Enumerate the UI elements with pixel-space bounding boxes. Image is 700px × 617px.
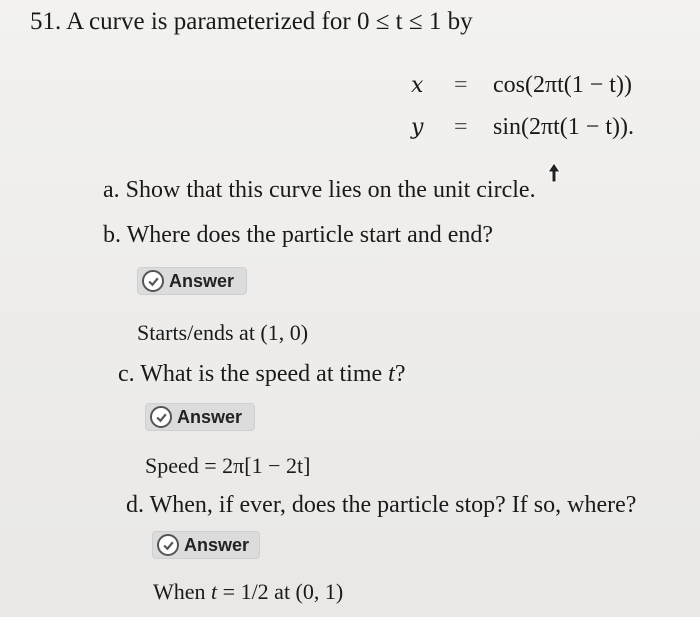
- answer-button-b[interactable]: [137, 267, 247, 295]
- check-circle-icon: [157, 534, 179, 556]
- equation-x: [411, 72, 423, 99]
- equation-y-variable: y: [411, 115, 424, 140]
- check-circle-icon: [150, 406, 172, 428]
- question-a: a. Show that this curve lies on the unit circle.: [103, 177, 536, 203]
- equation-x-rhs: cos(2πt(1 − t)): [493, 72, 632, 98]
- equation-x-expression: [493, 72, 632, 99]
- question-b: b. Where does the particle start and end?: [103, 222, 494, 248]
- answer-button-d-label: Answer: [184, 534, 250, 555]
- answer-d: [153, 579, 343, 605]
- answer-b: Starts/ends at (1, 0): [137, 320, 309, 345]
- question-d: d. When, if ever, does the particle stop? If so, where?: [126, 492, 637, 518]
- question-c: [118, 361, 405, 388]
- equation-x-equals: =: [454, 72, 468, 98]
- question-c-variable: t: [388, 361, 395, 387]
- answer-d-text: When: [153, 579, 212, 604]
- equation-x-relation: [454, 72, 468, 99]
- answer-button-b-label: Answer: [169, 270, 235, 291]
- question-c-text: c. What is the speed at time: [118, 361, 389, 387]
- equation-y: [411, 114, 423, 141]
- answer-button-c-label: Answer: [177, 406, 243, 427]
- answer-d-variable: t: [211, 579, 218, 604]
- equation-y-expression: [493, 114, 634, 141]
- answer-button-d[interactable]: [152, 531, 260, 559]
- check-circle-icon: [142, 270, 164, 292]
- answer-c: Speed = 2π[1 − 2t]: [145, 453, 311, 478]
- equation-y-equals: =: [454, 114, 468, 140]
- question-c-end: ?: [394, 361, 406, 387]
- equation-x-variable: x: [411, 73, 424, 98]
- answer-d-end: = 1/2 at (0, 1): [217, 579, 344, 604]
- answer-button-c[interactable]: [145, 403, 255, 431]
- mouse-pointer-icon: [546, 162, 562, 184]
- equation-y-relation: [454, 114, 468, 141]
- problem-title: 51. A curve is parameterized for 0 ≤ t ≤ 1 by: [30, 8, 473, 35]
- equation-y-rhs: sin(2πt(1 − t)).: [493, 114, 634, 140]
